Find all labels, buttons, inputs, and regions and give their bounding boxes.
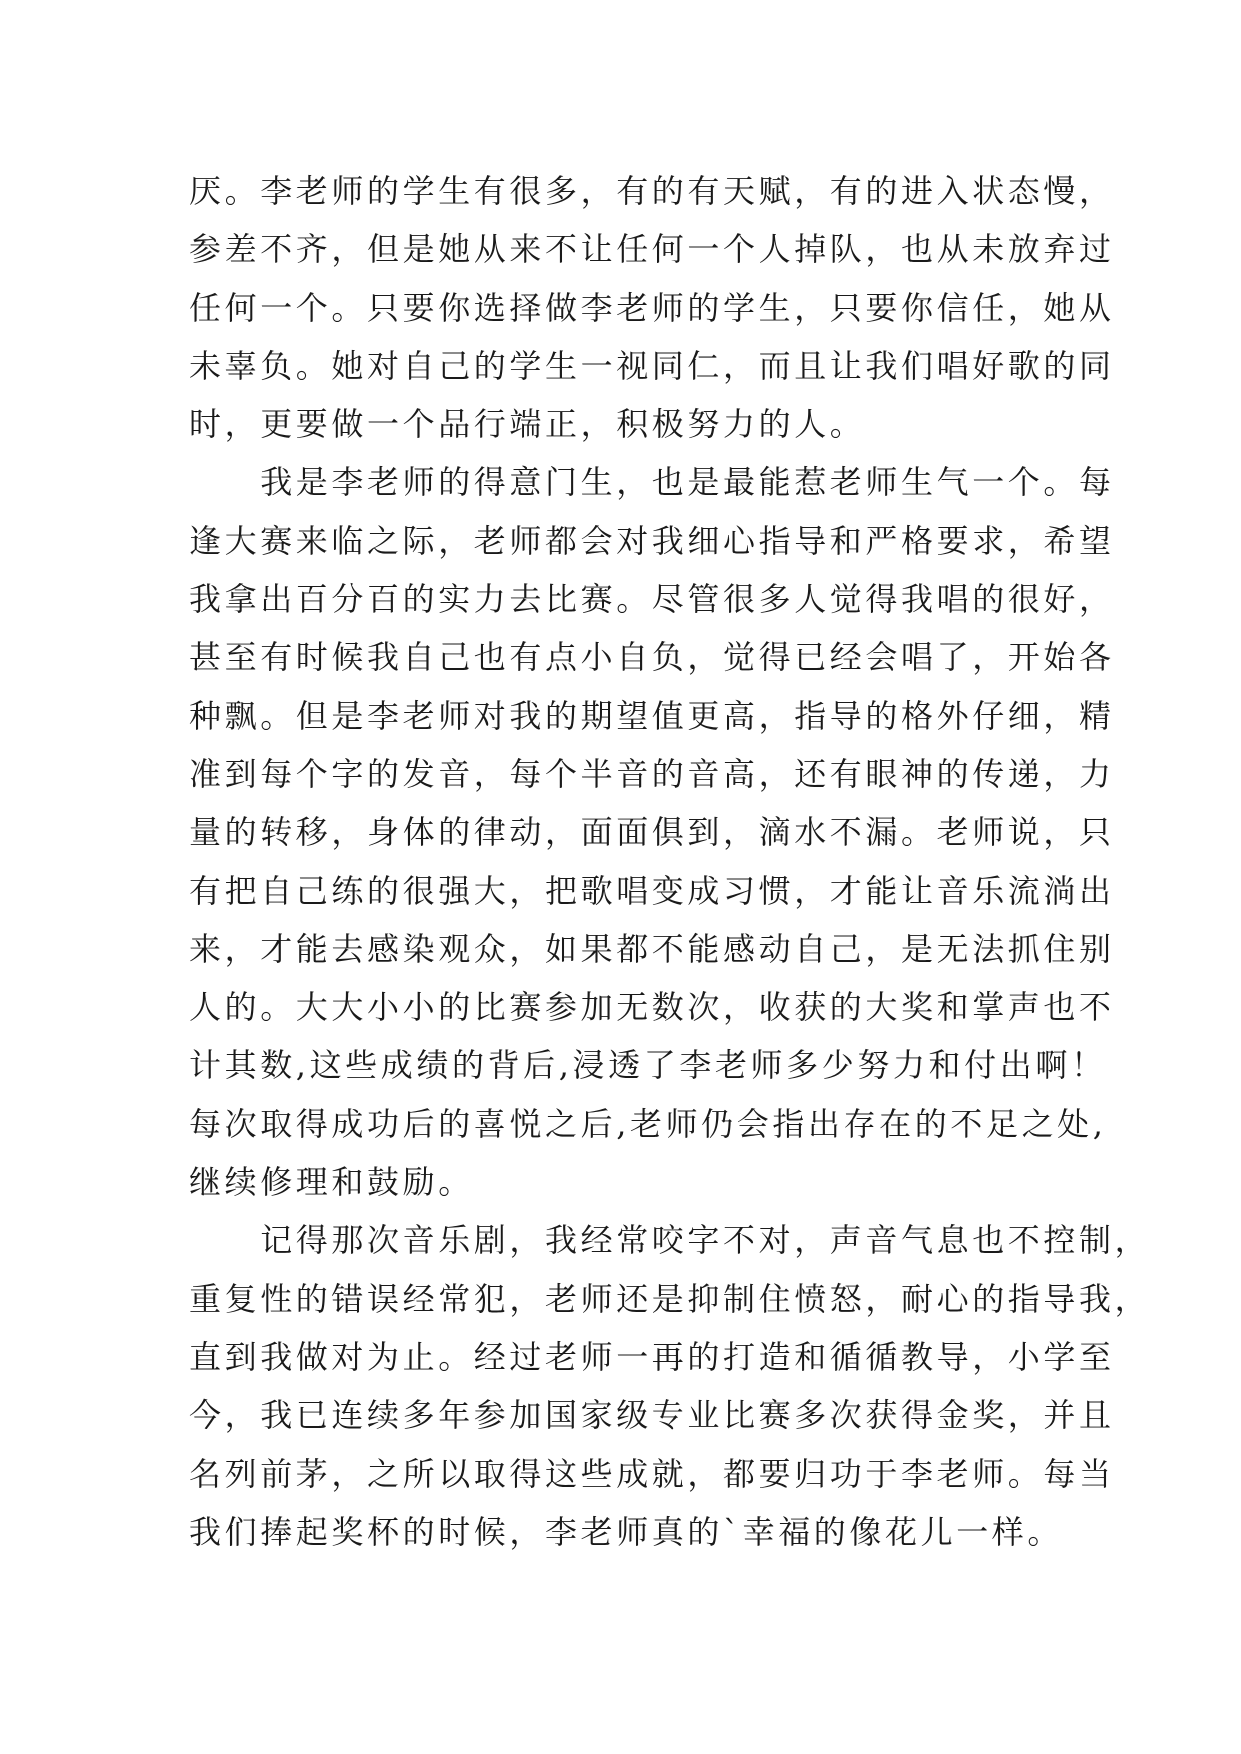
text-line: 甚至有时候我自己也有点小自负，觉得已经会唱了，开始各 bbox=[189, 638, 1115, 677]
text-line: 计其数,这些成绩的背后,浸透了李老师多少努力和付出啊！ bbox=[189, 1046, 1107, 1085]
text-line: 准到每个字的发音，每个半音的音高，还有眼神的传递，力 bbox=[189, 754, 1115, 793]
text-line: 逢大赛来临之际，老师都会对我细心指导和严格要求，希望 bbox=[189, 521, 1115, 560]
body-text bbox=[189, 162, 1151, 1561]
text-line: 每次取得成功后的喜悦之后,老师仍会指出存在的不足之处, bbox=[189, 1104, 1107, 1143]
text-line: 种飘。但是李老师对我的期望值更高，指导的格外仔细，精 bbox=[189, 696, 1115, 735]
text-line: 来，才能去感染观众，如果都不能感动自己，是无法抓住别 bbox=[189, 929, 1115, 968]
text-line: 重复性的错误经常犯，老师还是抑制住愤怒，耐心的指导我， bbox=[189, 1279, 1151, 1318]
text-line: 名列前茅，之所以取得这些成就，都要归功于李老师。每当 bbox=[189, 1454, 1115, 1493]
text-line: 我是李老师的得意门生，也是最能惹老师生气一个。每 bbox=[189, 463, 1115, 502]
text-line: 今，我已连续多年参加国家级专业比赛多次获得金奖，并且 bbox=[189, 1396, 1115, 1435]
text-line: 参差不齐，但是她从来不让任何一个人掉队，也从未放弃过 bbox=[189, 230, 1115, 269]
text-line: 有把自己练的很强大，把歌唱变成习惯，才能让音乐流淌出 bbox=[189, 871, 1115, 910]
text-line: 量的转移，身体的律动，面面俱到，滴水不漏。老师说，只 bbox=[189, 813, 1115, 852]
text-line: 直到我做对为止。经过老师一再的打造和循循教导，小学至 bbox=[189, 1337, 1115, 1376]
text-line: 记得那次音乐剧，我经常咬字不对，声音气息也不控制， bbox=[189, 1221, 1151, 1260]
text-line: 继续修理和鼓励。 bbox=[189, 1163, 474, 1202]
text-line: 时，更要做一个品行端正，积极努力的人。 bbox=[189, 405, 866, 444]
text-line: 我们捧起奖杯的时候，李老师真的`幸福的像花儿一样。 bbox=[189, 1512, 1064, 1551]
text-line: 人的。大大小小的比赛参加无数次，收获的大奖和掌声也不 bbox=[189, 988, 1115, 1027]
text-line: 厌。李老师的学生有很多，有的有天赋，有的进入状态慢， bbox=[189, 172, 1115, 210]
text-line: 任何一个。只要你选择做李老师的学生，只要你信任，她从 bbox=[189, 288, 1115, 327]
text-line: 我拿出百分百的实力去比赛。尽管很多人觉得我唱的很好， bbox=[189, 580, 1115, 619]
text-line: 未辜负。她对自己的学生一视同仁，而且让我们唱好歌的同 bbox=[189, 346, 1115, 385]
